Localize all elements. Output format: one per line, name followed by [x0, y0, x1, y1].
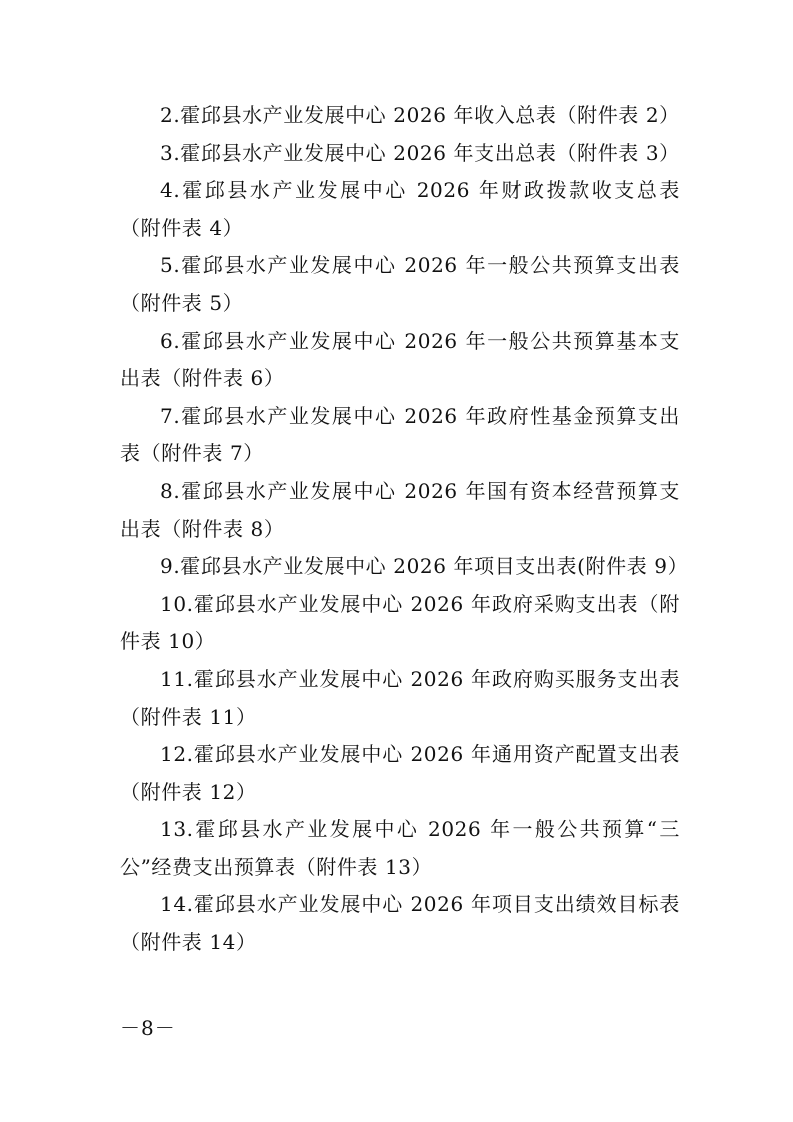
list-item: 3.霍邱县水产业发展中心 2026 年支出总表（附件表 3）: [160, 140, 680, 165]
attachment-list: [120, 97, 689, 962]
list-item: 12.霍邱县水产业发展中心 2026 年通用资产配置支出表（附件表 12）: [120, 742, 680, 804]
list-item: 4.霍邱县水产业发展中心 2026 年财政拨款收支总表（附件表 4）: [120, 178, 680, 240]
list-item: 14.霍邱县水产业发展中心 2026 年项目支出绩效目标表（附件表 14）: [120, 892, 680, 955]
list-item: 11.霍邱县水产业发展中心 2026 年政府购买服务支出表（附件表 11）: [120, 666, 680, 729]
list-item: 7.霍邱县水产业发展中心 2026 年政府性基金预算支出表（附件表 7）: [120, 403, 680, 466]
list-item: 8.霍邱县水产业发展中心 2026 年国有资本经营预算支出表（附件表 8）: [120, 478, 680, 541]
list-item: 13.霍邱县水产业发展中心 2026 年一般公共预算“三公”经费支出预算表（附件表 13）: [120, 817, 680, 879]
list-item: 10.霍邱县水产业发展中心 2026 年政府采购支出表（附件表 10）: [120, 591, 680, 654]
list-item: 6.霍邱县水产业发展中心 2026 年一般公共预算基本支出表（附件表 6）: [120, 328, 680, 391]
page-number: －8－: [120, 1016, 176, 1040]
list-item: 2.霍邱县水产业发展中心 2026 年收入总表（附件表 2）: [160, 103, 680, 127]
list-item: 9.霍邱县水产业发展中心 2026 年项目支出表(附件表 9）: [160, 554, 689, 579]
list-item: 5.霍邱县水产业发展中心 2026 年一般公共预算支出表（附件表 5）: [120, 253, 680, 315]
